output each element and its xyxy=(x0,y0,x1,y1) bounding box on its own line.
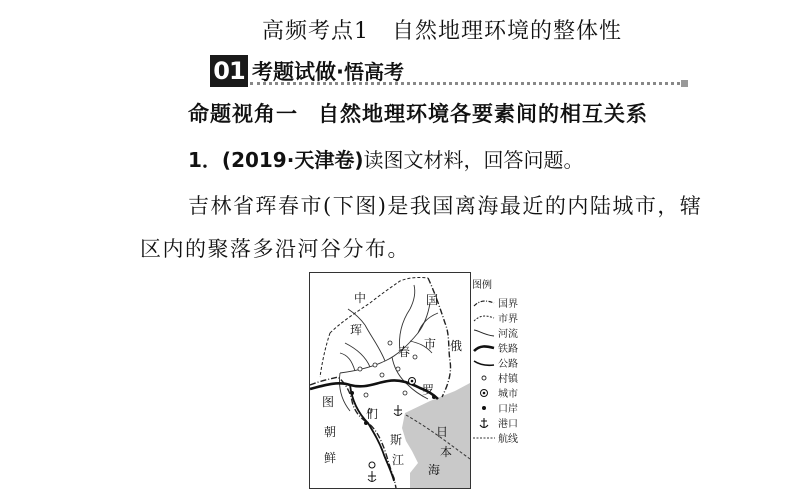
map-label-chun: 春 xyxy=(398,345,411,359)
city-marker xyxy=(409,378,416,385)
map-label-xian: 鲜 xyxy=(324,451,337,465)
map-label-chao: 朝 xyxy=(324,425,337,439)
banner-end-square xyxy=(681,80,688,87)
legend-item-national-border xyxy=(472,295,532,310)
map-label-luo: 罗 xyxy=(422,383,435,397)
section-heading xyxy=(188,98,648,128)
map-label-men: 们 xyxy=(366,407,379,421)
legend-label: 河流 xyxy=(498,329,518,340)
map-label-e: 俄 xyxy=(450,339,463,353)
legend-label: 市界 xyxy=(498,314,518,325)
legend-item-city xyxy=(472,385,532,400)
banner-label-dot: · xyxy=(336,60,344,84)
question-line xyxy=(188,144,583,173)
railway-icon xyxy=(472,342,496,354)
highway-icon xyxy=(472,357,496,369)
legend-label: 港口 xyxy=(498,419,518,430)
legend-label: 公路 xyxy=(498,359,518,370)
legend-item-highway xyxy=(472,355,532,370)
city-icon xyxy=(472,387,496,399)
river-icon xyxy=(472,327,496,339)
map-label-hun: 珲 xyxy=(350,323,363,337)
city-border-line xyxy=(320,277,428,377)
section-heading-perspective: 命题视角一 xyxy=(188,102,298,126)
map-label-jiang: 江 xyxy=(392,453,405,467)
material-paragraph-line-1: 吉林省珲春市(下图)是我国离海最近的内陆城市，辖 xyxy=(188,194,703,218)
page-title: 高频考点1 自然地理环境的整体性 xyxy=(262,19,622,44)
legend-title: 图例 xyxy=(472,280,492,291)
map-label-tu: 图 xyxy=(322,395,335,409)
legend-item-city-border xyxy=(472,310,532,325)
map-label-guo: 国 xyxy=(426,293,439,307)
village-icon xyxy=(472,372,496,384)
national-border-icon xyxy=(472,297,496,309)
harbor-anchor-icon xyxy=(472,417,496,429)
section-heading-topic: 自然地理环境各要素间的相互关系 xyxy=(318,102,648,126)
section-banner xyxy=(210,55,688,91)
legend-label: 城市 xyxy=(498,389,518,400)
banner-dotted-rule xyxy=(250,82,680,85)
legend-label: 航线 xyxy=(498,434,518,445)
map-label-hai: 海 xyxy=(428,463,441,477)
banner-label-main: 考题试做 xyxy=(252,60,336,84)
legend-item-railway xyxy=(472,340,532,355)
harbor-town-marker xyxy=(369,462,375,468)
legend-item-harbor xyxy=(472,415,532,430)
question-prompt: 读图文材料，回答问题。 xyxy=(363,148,584,172)
map-label-zhong: 中 xyxy=(354,291,367,305)
legend-label: 国界 xyxy=(498,299,518,310)
map-legend xyxy=(472,276,532,445)
map-label-ben: 本 xyxy=(440,445,453,459)
section-number-badge: 01 xyxy=(210,55,248,87)
map-label-si: 斯 xyxy=(390,433,403,447)
banner-label-sub: 悟高考 xyxy=(343,60,404,84)
port-of-entry-icon xyxy=(472,402,496,414)
legend-label: 村镇 xyxy=(498,374,518,385)
legend-label: 铁路 xyxy=(498,344,518,355)
city-border-icon xyxy=(472,312,496,324)
legend-label: 口岸 xyxy=(498,404,518,415)
map-label-shi: 市 xyxy=(424,337,437,351)
legend-item-shipping-route xyxy=(472,430,532,445)
material-paragraph-line-2: 区内的聚落多沿河谷分布。 xyxy=(140,237,410,261)
shipping-route-icon xyxy=(472,432,496,444)
question-source: (2019·天津卷) xyxy=(221,148,364,172)
hunchun-map xyxy=(309,272,471,489)
legend-item-village xyxy=(472,370,532,385)
legend-item-port-of-entry xyxy=(472,400,532,415)
map-label-ri: 日 xyxy=(436,425,449,439)
legend-item-river xyxy=(472,325,532,340)
question-number: 1． xyxy=(188,148,222,172)
